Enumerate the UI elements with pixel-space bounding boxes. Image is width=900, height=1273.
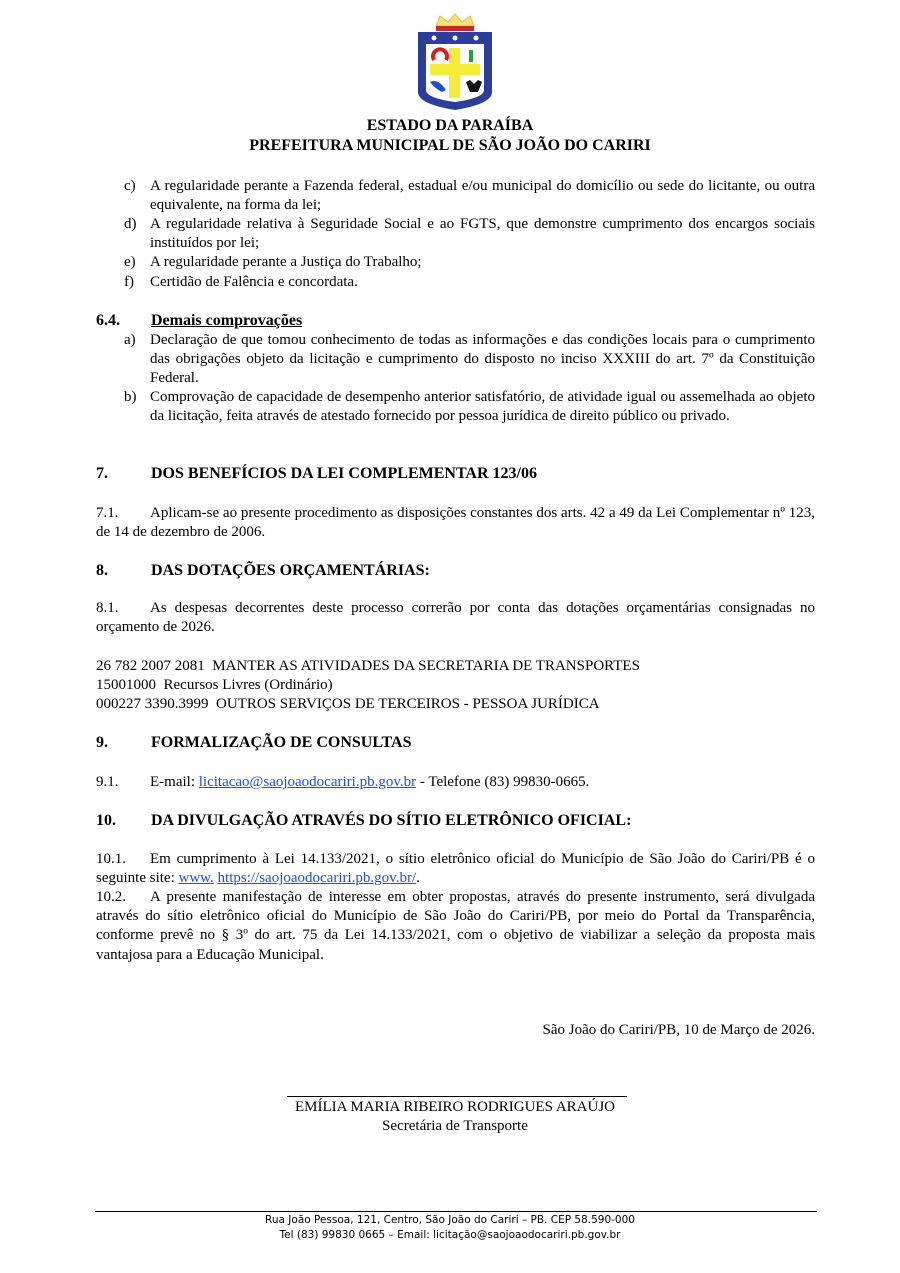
paragraph-text: Aplicam-se ao presente procedimento as disposições constantes dos arts. 42 a 49 da Lei Complementar nº 123, de 14 de dezembro de 2006. [96,505,815,541]
item-letter: d) [124,216,137,232]
list-item [124,273,815,292]
paragraph-number: 9.1. [96,774,119,790]
footer-address: Rua João Pessoa, 121, Centro, São João do Cariri – PB. CEP 58.590-000 [265,1214,635,1226]
punctuation: . [416,870,420,887]
header-municipality: PREFEITURA MUNICIPAL DE SÃO JOÃO DO CARIRI [249,137,651,154]
section-7-heading [96,464,537,483]
website-link[interactable]: https://saojoaodocariri.pb.gov.br/ [217,870,417,887]
municipal-coat-of-arms-logo [416,12,494,112]
paragraph-10-1 [96,850,815,888]
budget-line: 000227 3390.3999 OUTROS SERVIÇOS DE TERCEIROS - PESSOA JURÍDICA [96,696,600,713]
section-title: FORMALIZAÇÃO DE CONSULTAS [151,734,412,751]
budget-line: 15001000 Recursos Livres (Ordinário) [96,677,333,694]
signatory-name: EMÍLIA MARIA RIBEIRO RODRIGUES ARAÚJO [294,1099,616,1115]
item-text: A regularidade perante a Justiça do Trabalho; [150,254,422,270]
item-text: A regularidade perante a Fazenda federal, estadual e/ou municipal do domicílio ou sede do licitante, ou outra equivalente, na forma da lei; [150,178,815,214]
paragraph-9-1 [96,773,815,792]
section-title: Demais comprovações [151,312,303,329]
list-item [124,331,815,389]
section-10-heading [96,811,631,830]
item-letter: e) [124,254,136,270]
paragraph-number: 8.1. [96,600,119,616]
list-item [124,215,815,253]
paragraph-text: A presente manifestação de interesse em obter propostas, através do presente instrumento, será divulgada através do sítio eletrônico oficial do Município de São João do Cariri/PB, por meio do Portal da Transparência, conforme prevê no § 3º do art. 75 da Lei 14.133/2021, com o objetivo de viabilizar a seleção da proposta mais vantajosa para a Educação Municipal. [96,889,815,963]
email-link[interactable]: licitacao@saojoaodocariri.pb.gov.br [198,774,417,790]
item-letter: f) [124,274,134,290]
item-letter: a) [124,332,136,348]
phone-text: - Telefone (83) 99830-0665. [416,774,590,790]
item-letter: c) [124,178,136,194]
section-number: 6.4. [96,312,120,329]
signatory-role: Secretária de Transporte [382,1118,528,1134]
footer-divider [95,1211,817,1212]
item-text: Comprovação de capacidade de desempenho anterior satisfatório, de atividade igual ou assemelhada ao objeto da licitação, feita através de atestado fornecido por pessoa jurídica de direito público ou privado. [150,389,815,425]
signature-line [287,1096,627,1097]
section-number: 9. [96,734,108,751]
paragraph-text: Em cumprimento à Lei 14.133/2021, o sítio eletrônico oficial do Município de São João do Cariri/PB é o seguinte site: [96,851,815,887]
paragraph-number: 10.1. [96,851,126,867]
list-item [124,388,815,426]
footer-contact: Tel (83) 99830 0665 – Email: licitação@saojoaodocariri.pb.gov.br [279,1229,621,1241]
section-8-heading [96,561,430,580]
item-text: Certidão de Falência e concordata. [150,274,358,290]
paragraph-text: As despesas decorrentes deste processo correrão por conta das dotações orçamentárias consignadas no orçamento de 2026. [96,600,815,636]
budget-line: 26 782 2007 2081 MANTER AS ATIVIDADES DA SECRETARIA DE TRANSPORTES [96,658,640,674]
paragraph-number: 7.1. [96,505,119,521]
item-letter: b) [124,389,137,405]
section-title: DA DIVULGAÇÃO ATRAVÉS DO SÍTIO ELETRÔNICO OFICIAL: [151,812,632,829]
paragraph-7-1 [96,504,815,542]
section-number: 10. [96,812,116,829]
section-9-heading [96,733,411,752]
section-6-4-heading [96,311,302,330]
section-number: 7. [96,465,108,482]
list-item [124,177,815,215]
date-line: São João do Cariri/PB, 10 de Março de 2026. [542,1022,815,1038]
paragraph-number: 10.2. [96,889,126,905]
section-title: DAS DOTAÇÕES ORÇAMENTÁRIAS: [151,562,430,579]
section-title: DOS BENEFÍCIOS DA LEI COMPLEMENTAR 123/06 [151,465,537,482]
header-state: ESTADO DA PARAÍBA [366,117,534,134]
email-label: E-mail: [150,774,199,790]
item-text: Declaração de que tomou conhecimento de todas as informações e das condições locais para o cumprimento das obrigações objeto da licitação e cumprimento do disposto no inciso XXXIII do art. 7º da Constituição Federal. [150,332,815,387]
list-item [124,253,815,272]
budget-allocation [96,657,815,715]
website-link-www[interactable]: www. [178,870,214,887]
item-text: A regularidade relativa à Seguridade Social e ao FGTS, que demonstre cumprimento dos encargos sociais instituídos por lei; [150,216,815,252]
paragraph-8-1 [96,599,815,637]
section-number: 8. [96,562,108,579]
paragraph-10-2 [96,888,815,965]
